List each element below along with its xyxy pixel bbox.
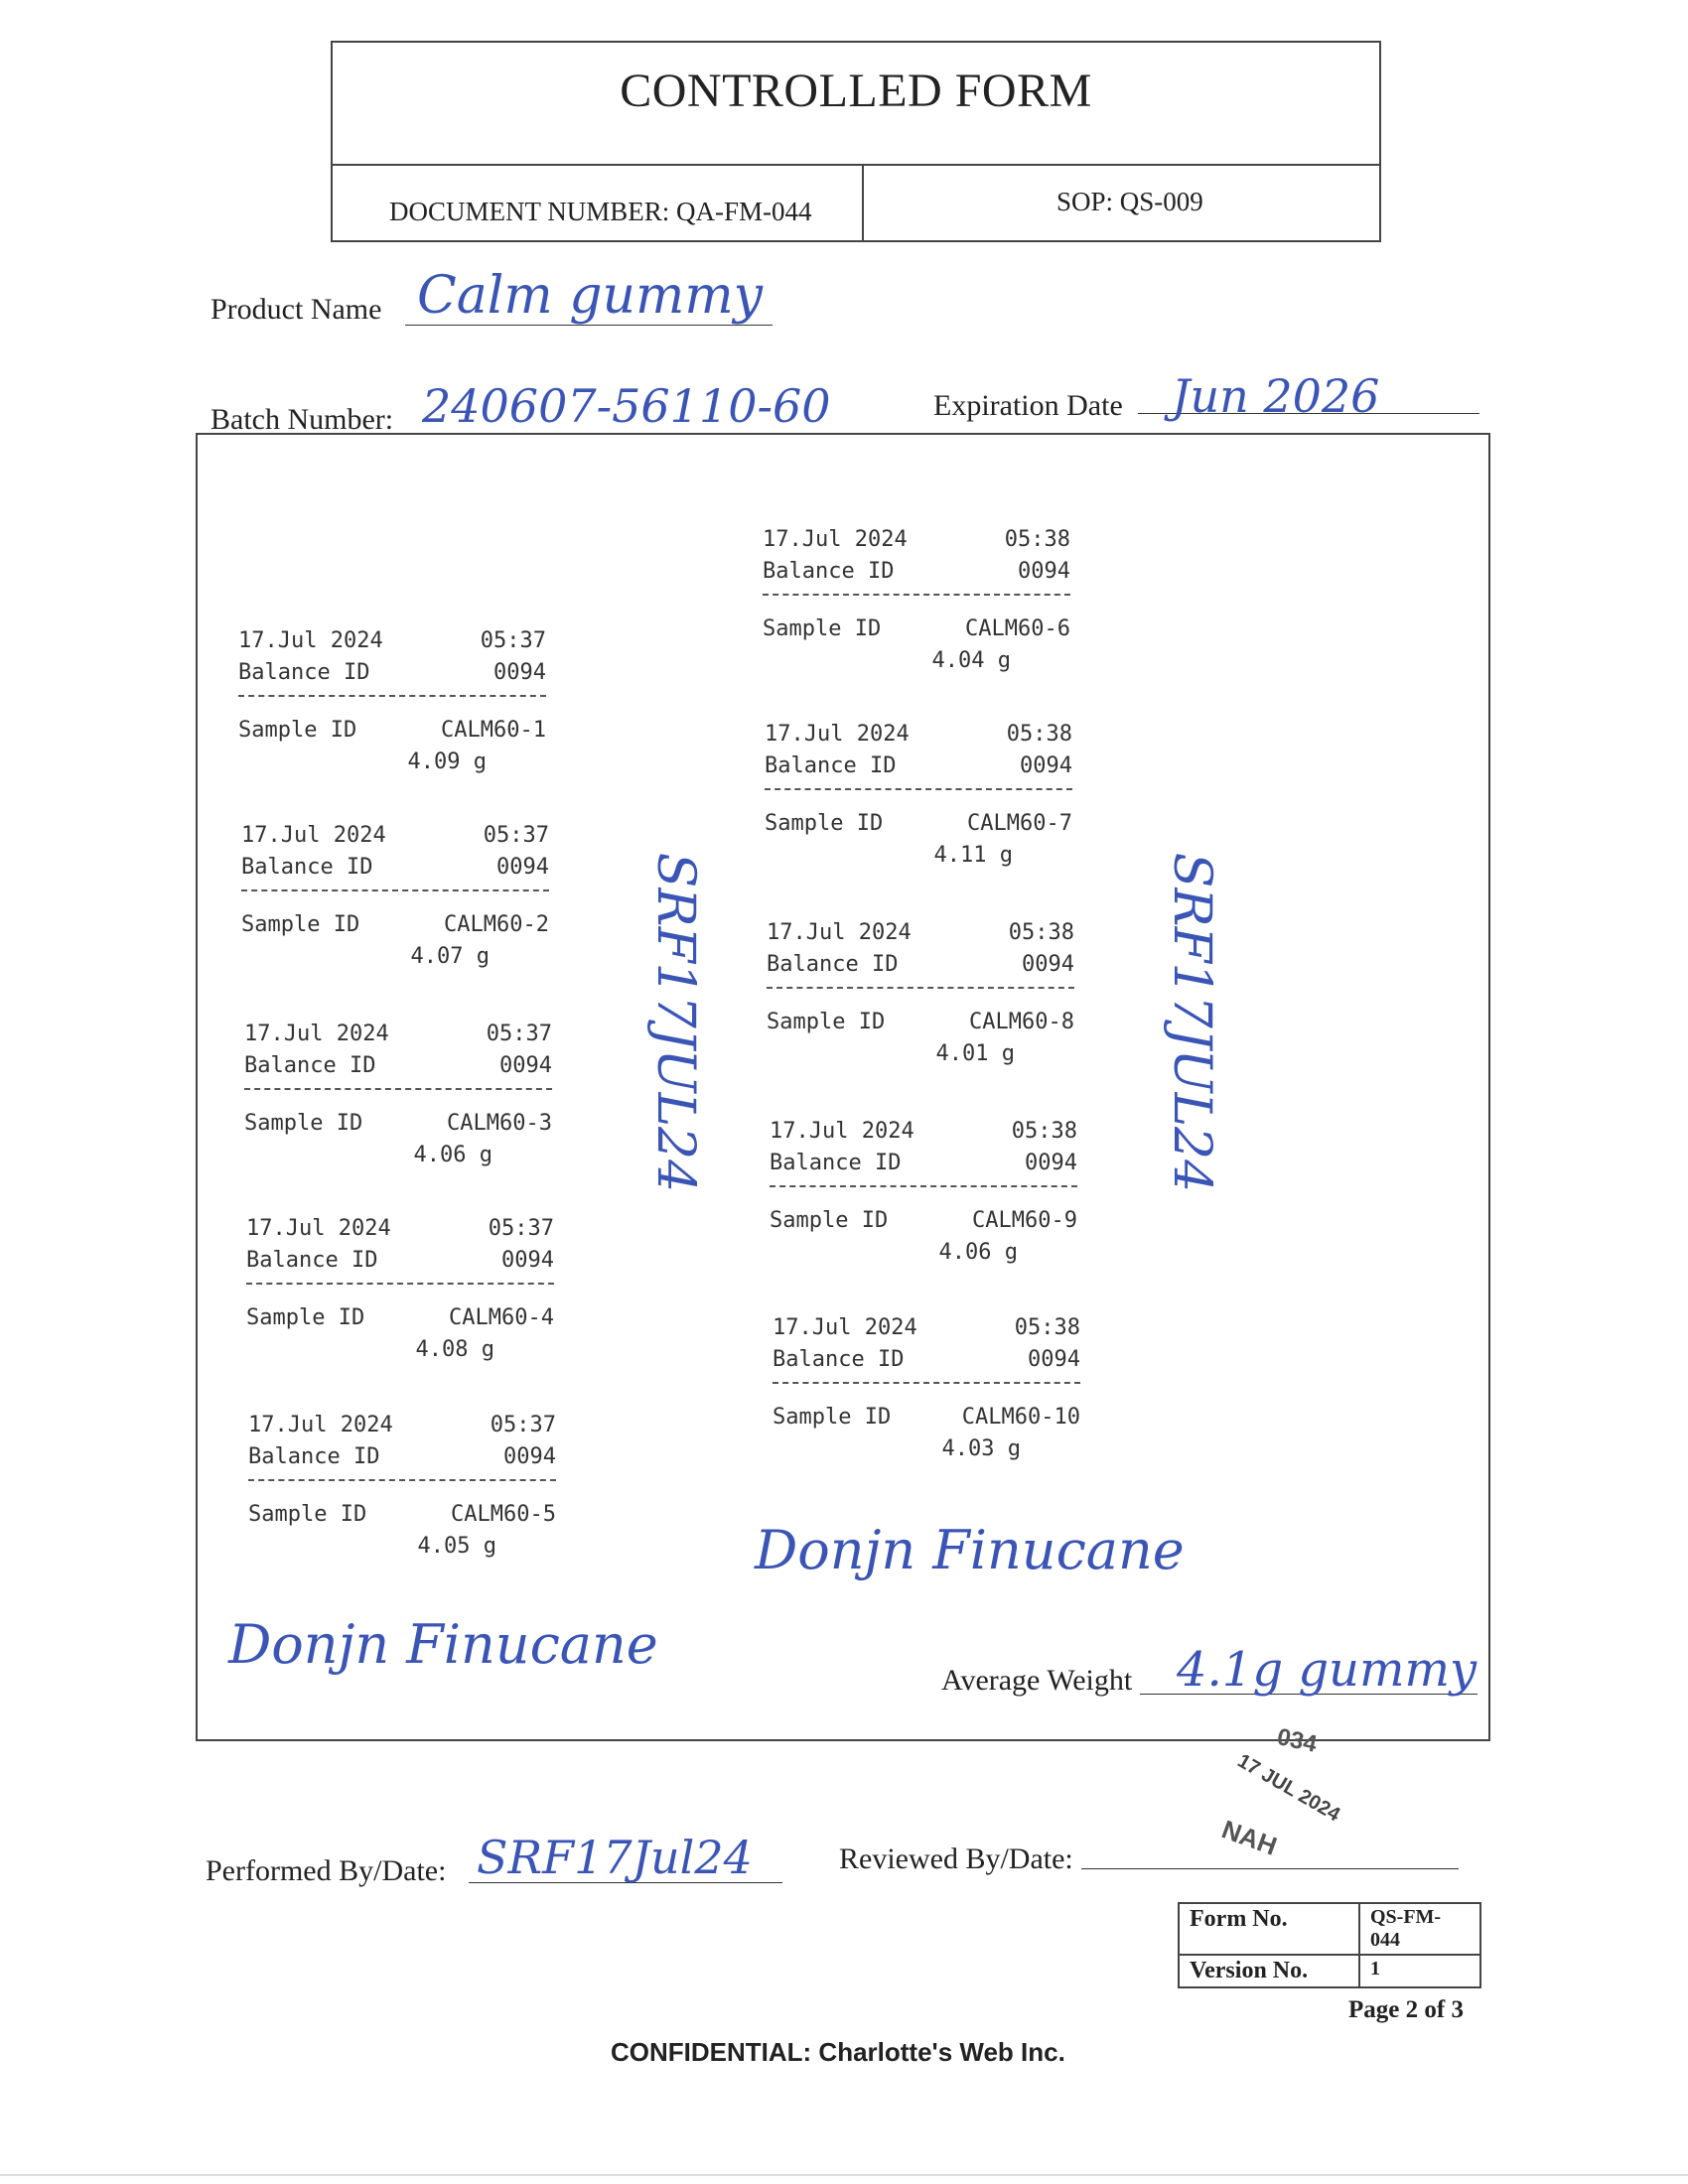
printout-time: 05:38 [1006,722,1072,747]
review-stamp [1217,1723,1358,1861]
sample-id-value: CALM60-10 [961,1405,1080,1430]
sample-id-label: Sample ID [241,912,360,937]
dashed-separator [238,695,546,697]
stamp-date: 17 JUL 2024 [1233,1749,1344,1827]
sample-weight: 4.11 g [933,843,1013,868]
printout-date: 17.Jul 2024 [244,1022,389,1046]
printout-date: 17.Jul 2024 [241,823,386,848]
sample-weight: 4.03 g [941,1436,1021,1461]
printout-time: 05:37 [488,1216,554,1241]
sample-id-label: Sample ID [246,1305,365,1330]
form-title: CONTROLLED FORM [620,65,1092,117]
dashed-separator [241,889,549,891]
printout-time: 05:38 [1004,527,1070,552]
balance-id-value: 0094 [1018,559,1070,584]
form-no-label: Form No. [1179,1903,1359,1955]
printout-time: 05:37 [486,1022,552,1046]
dashed-separator [767,987,1074,989]
stamp-initials: NAH [1217,1814,1281,1861]
sample-weight: 4.08 g [415,1337,494,1362]
printout-sample-6 [763,524,1070,677]
sample-id-value: CALM60-7 [967,811,1072,836]
printout-sample-1 [238,625,546,778]
balance-id-value: 0094 [1028,1347,1080,1372]
product-name-value: Calm gummy [417,266,764,326]
dashed-separator [773,1382,1080,1384]
printout-date: 17.Jul 2024 [248,1413,393,1437]
balance-id-label: Balance ID [765,753,897,778]
sample-id-value: CALM60-1 [441,718,546,743]
balance-id-value: 0094 [499,1053,552,1078]
printout-sample-4 [246,1213,554,1366]
dashed-separator [763,594,1070,596]
printout-date: 17.Jul 2024 [763,527,908,552]
balance-id-label: Balance ID [246,1248,378,1273]
sample-id-label: Sample ID [244,1111,363,1136]
header-divider-vertical [862,164,864,240]
form-info-table [1178,1902,1481,1988]
stamp-number: 034 [1274,1723,1320,1758]
performed-by-value: SRF17Jul24 [477,1831,753,1884]
printout-sample-10 [773,1312,1080,1465]
printout-time: 05:38 [1011,1119,1077,1144]
sample-id-value: CALM60-9 [972,1208,1077,1233]
sample-weight: 4.05 g [417,1534,496,1559]
balance-id-label: Balance ID [763,559,895,584]
balance-id-value: 0094 [1020,753,1072,778]
printout-sample-8 [767,917,1074,1070]
sample-id-label: Sample ID [763,616,882,641]
header-divider [333,164,1379,166]
reviewed-by-label: Reviewed By/Date: [839,1843,1073,1875]
expiration-date-value: Jun 2026 [1172,369,1380,423]
reviewed-by-line [1081,1868,1459,1869]
printout-time: 05:37 [483,823,549,848]
batch-number-label: Batch Number: [211,403,394,436]
printout-time: 05:37 [480,628,546,653]
printout-sample-3 [244,1019,552,1171]
sample-id-label: Sample ID [767,1010,886,1034]
sample-id-label: Sample ID [238,718,357,743]
printout-sample-7 [765,719,1072,872]
sample-weight: 4.09 g [407,750,487,774]
printout-sample-5 [248,1410,556,1563]
balance-id-value: 0094 [1025,1151,1077,1175]
printout-date: 17.Jul 2024 [765,722,910,747]
page-number: Page 2 of 3 [1348,1996,1464,2023]
printout-date: 17.Jul 2024 [773,1315,917,1340]
sop-number: SOP: QS-009 [1056,187,1203,216]
sample-id-label: Sample ID [765,811,884,836]
sample-weight: 4.04 g [931,648,1011,673]
balance-id-label: Balance ID [770,1151,902,1175]
sample-id-label: Sample ID [773,1405,892,1430]
initials-date-vertical-1: SRF17JUL24 [645,852,705,1193]
dashed-separator [246,1283,554,1285]
balance-id-label: Balance ID [241,855,373,880]
sample-id-label: Sample ID [770,1208,889,1233]
signature-right: Donjn Finucane [755,1519,1185,1581]
balance-id-value: 0094 [496,855,549,880]
printout-time: 05:37 [490,1413,556,1437]
printout-date: 17.Jul 2024 [767,920,912,945]
balance-id-value: 0094 [501,1248,554,1273]
balance-id-value: 0094 [503,1444,556,1469]
printout-sample-9 [770,1116,1077,1269]
confidential-footer: CONFIDENTIAL: Charlotte's Web Inc. [611,2037,1065,2067]
dashed-separator [765,788,1072,790]
batch-number-value: 240607-56110-60 [422,379,831,433]
printout-date: 17.Jul 2024 [770,1119,914,1144]
balance-id-value: 0094 [493,660,546,685]
performed-by-label: Performed By/Date: [206,1854,447,1887]
printout-date: 17.Jul 2024 [246,1216,391,1241]
sample-id-value: CALM60-5 [451,1502,556,1527]
balance-id-value: 0094 [1022,952,1074,977]
sample-weight: 4.01 g [935,1041,1015,1066]
printout-time: 05:38 [1014,1315,1080,1340]
dashed-separator [248,1479,556,1481]
balance-id-label: Balance ID [238,660,370,685]
sample-weight: 4.06 g [938,1240,1018,1265]
version-label: Version No. [1179,1955,1359,1987]
printout-date: 17.Jul 2024 [238,628,383,653]
sample-weight: 4.06 g [413,1143,492,1167]
balance-id-label: Balance ID [248,1444,380,1469]
document-number: DOCUMENT NUMBER: QA-FM-044 [389,197,812,226]
dashed-separator [770,1185,1077,1187]
signature-left: Donjn Finucane [228,1613,658,1676]
sample-id-value: CALM60-4 [449,1305,554,1330]
form-no-value: QS-FM-044 [1359,1903,1480,1955]
version-value: 1 [1359,1955,1480,1987]
sample-id-value: CALM60-3 [447,1111,552,1136]
balance-id-label: Balance ID [244,1053,376,1078]
balance-id-label: Balance ID [767,952,899,977]
average-weight-value: 4.1g gummy [1177,1642,1477,1698]
sample-weight: 4.07 g [410,944,490,969]
scan-edge [0,2174,1688,2176]
sample-id-value: CALM60-6 [965,616,1070,641]
product-name-label: Product Name [211,293,382,326]
printout-sample-2 [241,820,549,973]
expiration-date-label: Expiration Date [933,389,1123,422]
sample-id-value: CALM60-8 [969,1010,1074,1034]
printout-time: 05:38 [1008,920,1074,945]
sample-id-label: Sample ID [248,1502,367,1527]
initials-date-vertical-2: SRF17JUL24 [1162,852,1221,1193]
average-weight-label: Average Weight [941,1664,1133,1697]
balance-id-label: Balance ID [773,1347,905,1372]
sample-id-value: CALM60-2 [444,912,549,937]
dashed-separator [244,1088,552,1090]
